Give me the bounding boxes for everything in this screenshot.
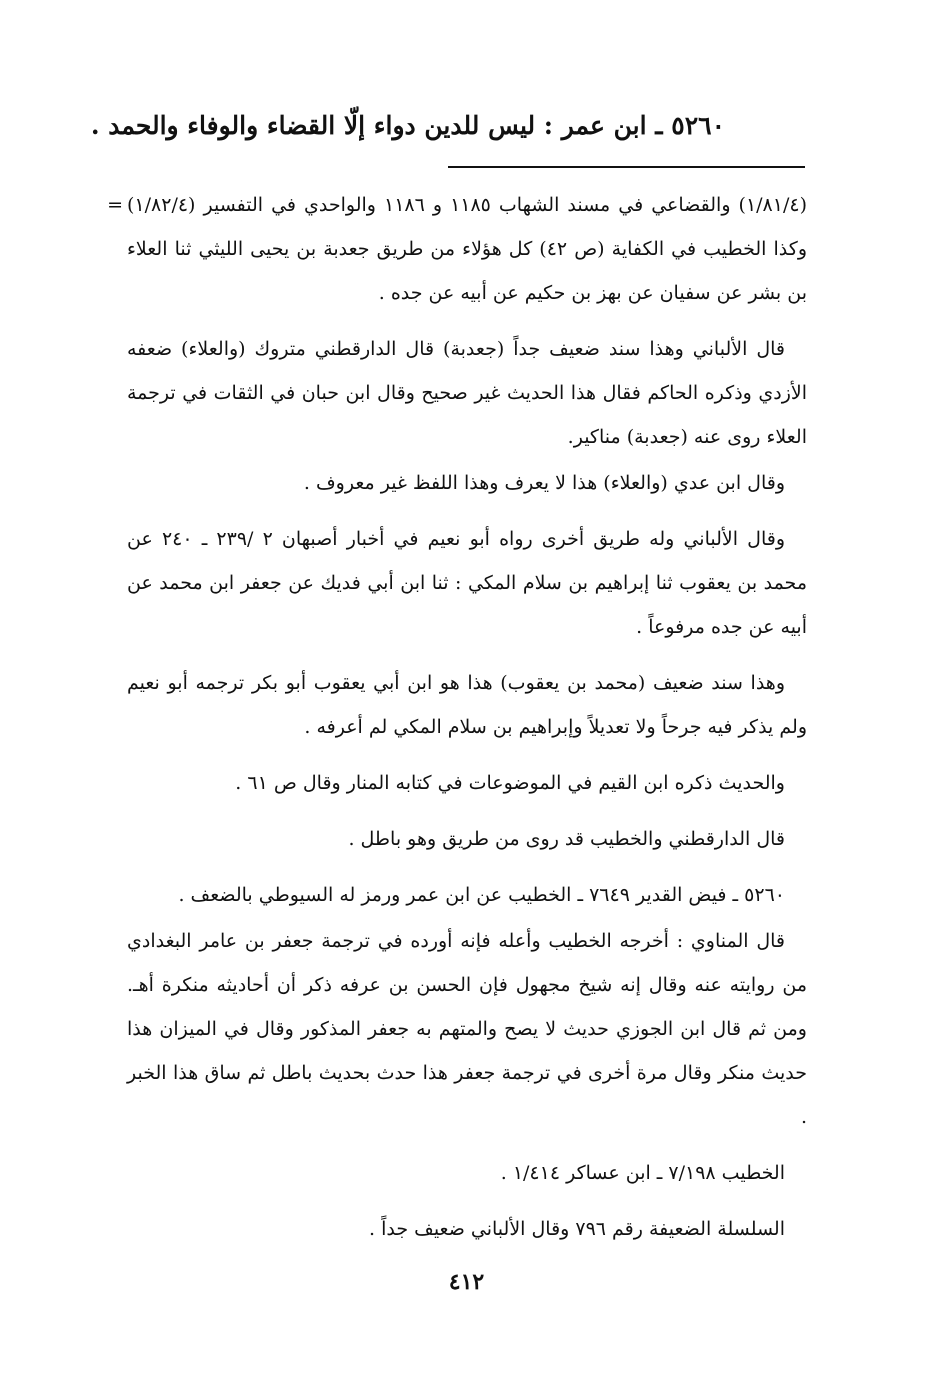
footnote-paragraph: والحديث ذكره ابن القيم في الموضوعات في كتابه المنار وقال ص ٦١ .: [235, 772, 785, 794]
page-number: ٤١٢: [448, 1269, 485, 1295]
continuation-mark: =: [107, 194, 123, 216]
footnote-body: [127, 183, 807, 1251]
footnote-divider: [448, 166, 805, 168]
footnote-paragraph: الخطيب ٧/١٩٨ ـ ابن عساكر ١/٤١٤ .: [500, 1162, 785, 1184]
footnote-paragraph: وقال ابن عدي (والعلاء) هذا لا يعرف وهذا اللفظ غير معروف .: [303, 472, 785, 494]
footnote-paragraph: ٥٢٦٠ ـ فيض القدير ٧٦٤٩ ـ الخطيب عن ابن عمر ورمز له السيوطي بالضعف .: [178, 884, 785, 906]
footnote-paragraph: قال الألباني وهذا سند ضعيف جداً (جعدبة) قال الدارقطني متروك (والعلاء) ضعفه الأزدي وذكره الحاكم فقال هذا الحديث غير صحيح وقال ابن حبان في الثقات في ترجمة العلاء روى عنه (جعدبة) مناكير.: [127, 338, 807, 448]
footnote-paragraph: وقال الألباني وله طريق أخرى رواه أبو نعيم في أخبار أصبهان ٢ /٢٣٩ ـ ٢٤٠ عن محمد بن يعقوب ثنا إبراهيم بن سلام المكي : ثنا ابن أبي فديك عن جعفر ابن محمد عن أبيه عن جده مرفوعاً .: [127, 528, 807, 638]
hadith-heading: ٥٢٦٠ ـ ابن عمر : ليس للدين دواء إلّا القضاء والوفاء والحمد .: [90, 111, 725, 140]
footnote-paragraph: قال الدارقطني والخطيب قد روى من طريق وهو باطل .: [348, 828, 785, 850]
footnote-paragraph: وهذا سند ضعيف (محمد بن يعقوب) هذا هو ابن أبي يعقوب أبو بكر ترجمه أبو نعيم ولم يذكر فيه جرحاً ولا تعديلاً وإبراهيم بن سلام المكي لم أعرفه .: [127, 672, 807, 738]
footnote-paragraph: قال المناوي : أخرجه الخطيب وأعله فإنه أورده في ترجمة جعفر بن عامر البغدادي من روايته عنه وقال إنه شيخ مجهول فإن الحسن بن عرفه ذكر أن أحاديثه منكرة أهـ. ومن ثم قال ابن الجوزي حديث لا يصح والمتهم به جعفر المذكور وقال في الميزان هذا حديث منكر وقال مرة أخرى في ترجمة جعفر هذا حدث بحديث باطل ثم ساق هذا الخبر .: [127, 930, 807, 1128]
footnote-paragraph: (١/٨١/٤) والقضاعي في مسند الشهاب ١١٨٥ و ١١٨٦ والواحدي في التفسير (١/٨٢/٤) وكذا الخطيب في الكفاية (ص ٤٢) كل هؤلاء من طريق جعدبة بن يحيى الليثي ثنا العلاء بن بشر عن سفيان عن بهز بن حكيم عن أبيه عن جده .: [127, 194, 807, 304]
footnote-paragraph: السلسلة الضعيفة رقم ٧٩٦ وقال الألباني ضعيف جداً .: [369, 1218, 785, 1240]
